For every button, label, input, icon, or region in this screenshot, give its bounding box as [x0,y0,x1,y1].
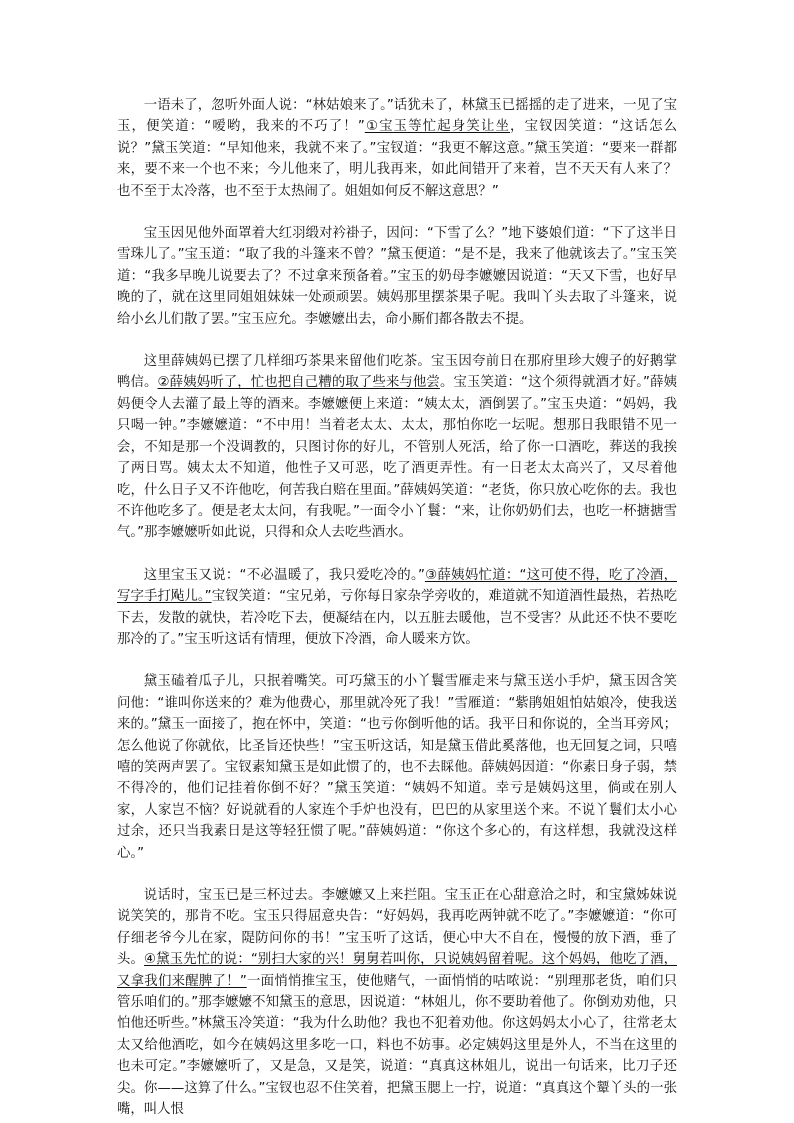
paragraph-gap [117,864,677,885]
question-4-underlined-sentence: ④黛玉先忙的说：“别扫大家的兴！舅舅若叫你，只说姨妈留着呢。这个妈妈，他吃了酒，又拿我们来醒脾了！” [117,952,677,989]
paragraph-4 [117,565,677,651]
paragraph-gap [117,330,677,351]
paragraph-1 [117,95,677,202]
para-3-text-b: 。宝玉笑道：“这个须得就酒才好。”薛姨妈便令人去灌了最上等的酒来。李嬷嬷便上来道：“姨太太，酒倒罢了。”宝玉央道：“妈妈，我只喝一钟。”李嬷嬷道：“不中用！当着老太太、太太，那怕你吃一坛呢。想那日我眼错不见一会，不知是那一个没调教的，只图讨你的好儿，不管别人死活，给了你一口酒吃，葬送的我挨了两日骂。姨太太不知道，他性子又可恶，吃了酒更弄性。有一日老太太高兴了，又尽着他吃，什么日子又不许他吃，何苦我白赔在里面。”薛姨妈笑道：“老货，你只放心吃你的去。我也不许他吃多了。便是老太太问，有我呢。”一面令小丫鬟：“来，让你奶奶们去，也吃一杯搪搪雪气。”那李嬷嬷听如此说，只得和众人去吃些酒水。 [117,375,677,541]
paragraph-gap [117,650,677,671]
question-1-underlined-sentence: ①宝玉等忙起身笑让坐 [364,119,511,135]
paragraph-2 [117,223,677,330]
para-6-text-b: 一面悄悄推宝玉，使他赌气，一面悄悄的咕哝说：“别理那老货，咱们只管乐咱们的。”那李嬷嬷不知黛玉的意思，因说道：“林姐儿，你不要助着他了。你倒劝劝他，只怕他还听些。”林黛玉冷笑道：“我为什么助他？我也不犯着劝他。你这妈妈太小心了，往常老太太又给他酒吃，如今在姨妈这里多吃一口，料也不妨事。必定姨妈这里是外人，不当在这里的也未可定。”李嬷嬷听了，又是急，又是笑，说道：“真真这林姐儿，说出一句话来，比刀子还尖。你——这算了什么。”宝钗也忍不住笑着，把黛玉腮上一拧，说道：“真真这个颦丫头的一张嘴，叫人恨 [117,973,678,1118]
paragraph-3 [117,351,677,544]
para-4-text-b: 宝钗笑道：“宝兄弟，亏你每日家杂学旁收的，难道就不知道酒性最热，若热吃下去，发散的就快，若冷吃下去，便凝结在内，以五脏去暖他，岂不受害？从此还不快不要吃那冷的了。”宝玉听这话有情理，便放下冷酒，命人暖来方饮。 [117,589,677,647]
paragraph-gap [117,202,677,223]
para-5-text: 黛玉磕着瓜子儿，只抿着嘴笑。可巧黛玉的小丫鬟雪雁走来与黛玉送小手炉，黛玉因含笑问他：“谁叫你送来的？难为他费心，那里就冷死了我！”雪雁道：“紫鹃姐姐怕姑娘冷，使我送来的。”黛玉一面接了，抱在怀中，笑道：“也亏你倒听他的话。我平日和你说的，全当耳旁风；怎么他说了你就依，比圣旨还快些！”宝玉听这话，知是黛玉借此奚落他，也无回复之词，只嘻嘻的笑两声罢了。宝钗素知黛玉是如此惯了的，也不去睬他。薛姨妈因道：“你素日身子弱，禁不得冷的，他们记挂着你倒不好？”黛玉笑道：“姨妈不知道。幸亏是姨妈这里，倘或在别人家，人家岂不恼？好说就看的人家连个手炉也没有，巴巴的从家里送个来。不说丫鬟们太小心过余，还只当我素日是这等轻狂惯了呢。”薛姨妈道：“你这个多心的，有这样想，我就没这样心。” [117,674,677,861]
para-2-text: 宝玉因见他外面罩着大红羽缎对衿褂子，因问：“下雪了么？”地下婆娘们道：“下了这半日雪珠儿了。”宝玉道：“取了我的斗篷来不曾？”黛玉便道：“是不是，我来了他就该去了。”宝玉笑道：“我多早晚儿说要去了？不过拿来预备着。”宝玉的奶母李嬷嬷因说道：“天又下雪，也好早晚的了，就在这里同姐姐妹妹一处顽顽罢。姨妈那里摆茶果子呢。我叫丫头去取了斗篷来，说给小幺儿们散了罢。”宝玉应允。李嬷嬷出去，命小厮们都各散去不提。 [117,226,677,327]
paragraph-6 [117,885,677,1120]
para-6-text-a: 说话时，宝玉已是三杯过去。李嬷嬷又上来拦阻。宝玉正在心甜意洽之时，和宝黛姊妹说说笑笑的，那肯不吃。宝玉只得屈意央告：“好妈妈，我再吃两钟就不吃了。”李嬷嬷道：“你可仔细老爷今儿在家，隄防问你的书！”宝玉听了这话，便心中大不自在，慢慢的放下酒，垂了头。 [117,888,677,968]
paragraph-gap [117,544,677,565]
para-1-text-a: 一语未了，忽听外面人说：“林姑娘来了。”话犹未了，林黛玉已摇摇的走了进来，一见了宝玉，便笑道：“嗳哟，我来的不巧了！” [117,98,677,135]
para-3-text-a: 这里薛姨妈已摆了几样细巧茶果来留他们吃茶。宝玉因夸前日在那府里珍大嫂子的好鹅掌鸭信。 [117,354,677,391]
question-3-underlined-sentence: ③薛姨妈忙道：“这可使不得，吃了冷酒，写字手打飐儿。” [117,567,677,605]
para-1-text-b: ，宝钗因笑道：“这话怎么说？”黛玉笑道：“早知他来，我就不来了。”宝钗道：“我更不解这意。”黛玉笑道：“要来一群都来，要不来一个也不来；今儿他来了，明儿我再来，如此间错开了来着，岂不天天有人来了？也不至于太冷落，也不至于太热闹了。姐姐如何反不解这意思？” [117,119,678,199]
paragraph-5 [117,671,677,864]
question-2-underlined-sentence: ②薛姨妈听了，忙也把自己糟的取了些来与他尝 [157,375,440,391]
para-4-text-a: 这里宝玉又说：“不必温暖了，我只爱吃冷的。” [143,567,425,583]
document-page [117,95,677,1120]
